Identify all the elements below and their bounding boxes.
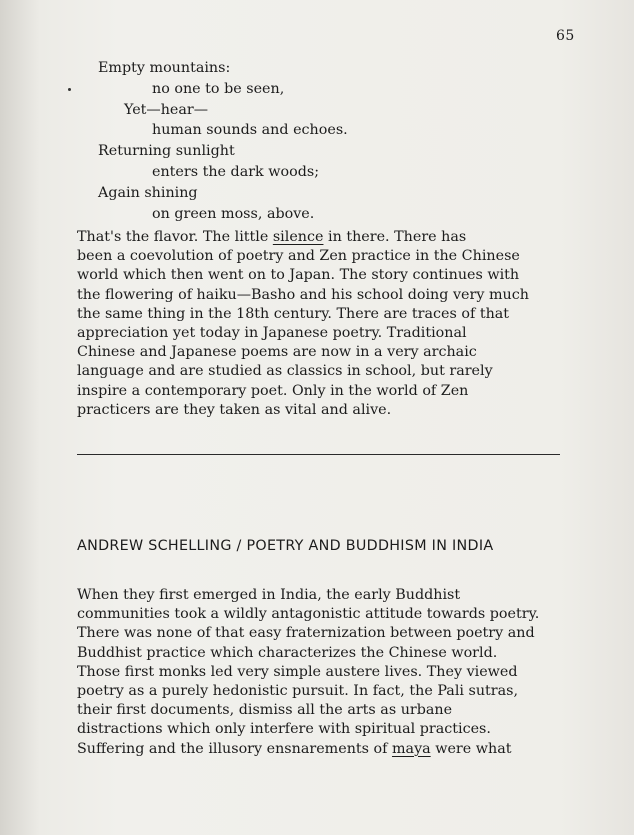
- section-divider: [77, 454, 560, 455]
- poem-line: no one to be seen,: [152, 80, 285, 97]
- poem-line: Empty mountains:: [98, 60, 231, 76]
- underlined-word-silence: silence: [272, 229, 324, 245]
- paragraph-line: Those first monks led very simple austere lives. They viewed: [77, 663, 518, 680]
- paragraph-line: poetry as a purely hedonistic pursuit. In fact, the Pali sutras,: [77, 683, 519, 700]
- poem-line: Yet—hear—: [124, 101, 209, 118]
- paragraph-line: That's the flavor. The little silence in there. There has: [77, 229, 467, 245]
- section-heading: ANDREW SCHELLING / POETRY AND BUDDHISM IN INDIA: [77, 538, 494, 554]
- ink-speck: [68, 88, 71, 91]
- paragraph-line: communities took a wildly antagonistic attitude towards poetry.: [77, 606, 540, 623]
- paragraph-line: Chinese and Japanese poems are now in a very archaic: [77, 344, 477, 361]
- paragraph-line: the flowering of haiku—Basho and his school doing very much: [77, 286, 529, 303]
- paragraph-line: their first documents, dismiss all the arts as urbane: [77, 702, 453, 719]
- paragraph-line: inspire a contemporary poet. Only in the world of Zen: [77, 382, 469, 399]
- paragraph-line: practicers are they taken as vital and alive.: [77, 401, 392, 418]
- poem-line: human sounds and echoes.: [152, 122, 348, 139]
- underlined-word-maya: maya: [391, 740, 431, 757]
- paragraph-india: [77, 586, 617, 759]
- paragraph-line: There was none of that easy fraternization between poetry and: [77, 625, 535, 642]
- poem-line: on green moss, above.: [152, 205, 315, 222]
- page-number: 65: [556, 28, 575, 44]
- paragraph-line: Suffering and the illusory ensnarements of maya were what: [77, 740, 512, 757]
- paragraph-flavor: [77, 228, 617, 420]
- poem-line: Again shining: [98, 184, 198, 201]
- poem-line: enters the dark woods;: [152, 163, 320, 180]
- paragraph-line: the same thing in the 18th century. There are traces of that: [77, 305, 510, 322]
- paragraph-line: distractions which only interfere with spiritual practices.: [77, 721, 491, 738]
- paragraph-line: world which then went on to Japan. The story continues with: [77, 267, 520, 284]
- paragraph-line: been a coevolution of poetry and Zen practice in the Chinese: [77, 248, 520, 265]
- paragraph-line: appreciation yet today in Japanese poetry. Traditional: [77, 325, 467, 342]
- paragraph-line: language and are studied as classics in school, but rarely: [77, 363, 493, 380]
- paragraph-line: Buddhist practice which characterizes the Chinese world.: [77, 644, 498, 661]
- poem: [98, 58, 348, 224]
- paragraph-line: When they first emerged in India, the early Buddhist: [77, 587, 461, 603]
- poem-line: Returning sunlight: [98, 143, 235, 160]
